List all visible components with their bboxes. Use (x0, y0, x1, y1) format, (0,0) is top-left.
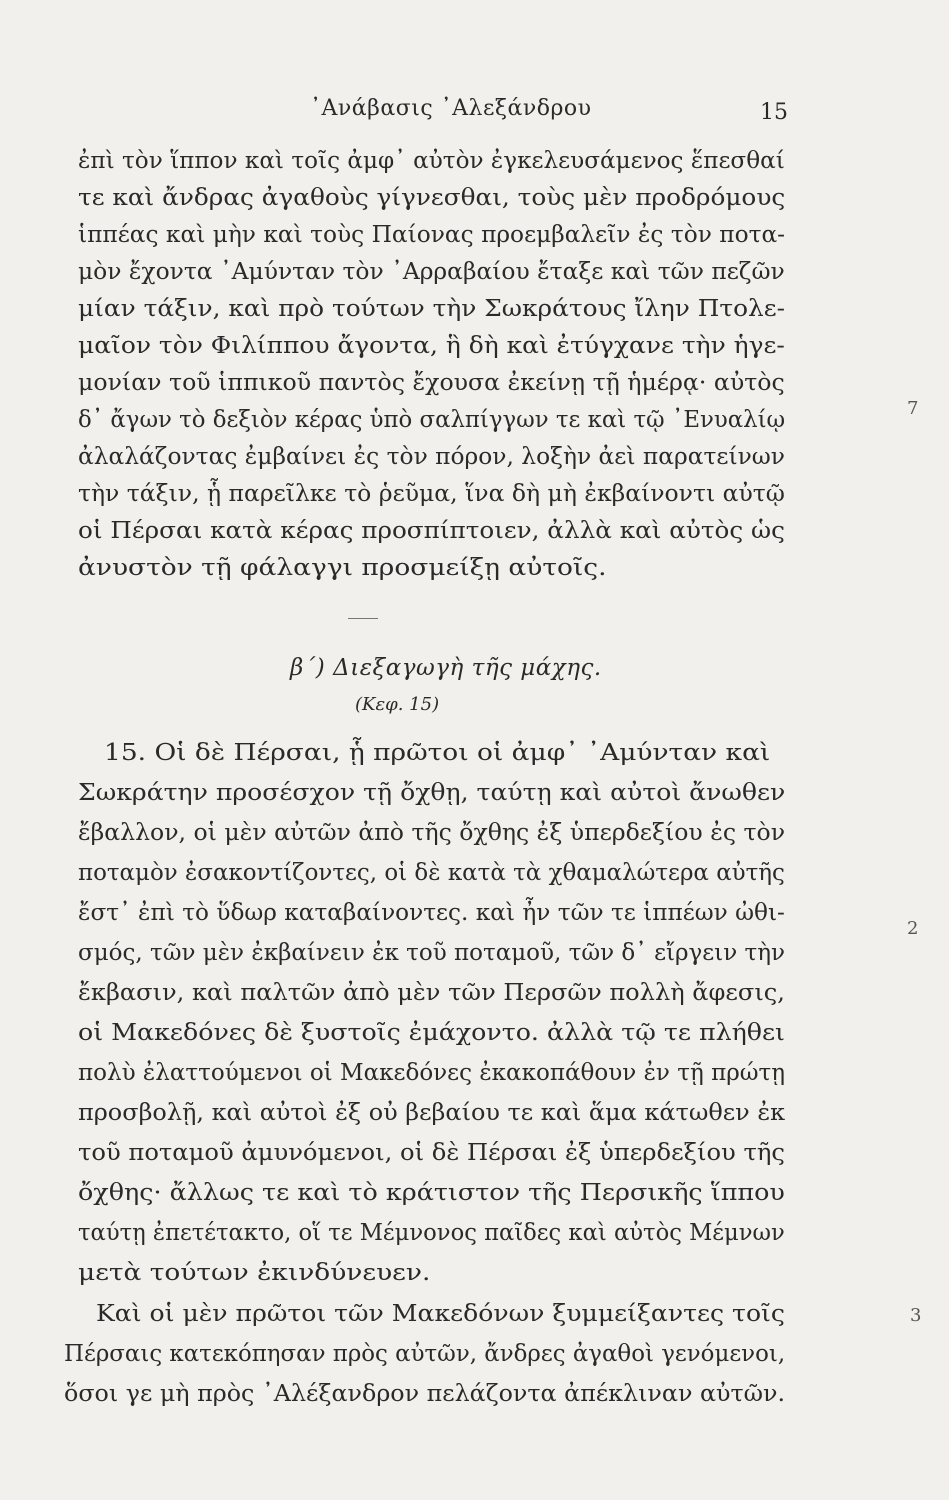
margin-number: 7 (907, 398, 919, 419)
text-line: ὅσοι γε μὴ πρὸς ᾿Αλέξανδρον πελάζοντα ἀπέκλιναν αὐτῶν. (64, 1381, 786, 1407)
text-line: ὄχθης· ἄλλως τε καὶ τὸ κράτιστον τῆς Περσικῆς ἵππου (78, 1180, 785, 1206)
margin-number: 3 (910, 1305, 922, 1326)
page-number: 15 (760, 100, 788, 125)
text-line: πολὺ ἐλαττούμενοι οἱ Μακεδόνες ἐκακοπάθουν ἐν τῇ πρώτῃ (78, 1060, 786, 1086)
running-title: ᾿Ανάβασις ᾿Αλεξάνδρου (310, 96, 592, 121)
text-line: μαῖον τὸν Φιλίππου ἄγοντα, ἣ δὴ καὶ ἐτύγχανε τὴν ἡγε- (78, 333, 785, 359)
text-line: δ᾿ ἄγων τὸ δεξιὸν κέρας ὑπὸ σαλπίγγων τε καὶ τῷ ᾿Ενυαλίῳ (78, 407, 786, 433)
text-line: ἀλαλάζοντας ἐμβαίνει ἐς τὸν πόρον, λοξὴν ἀεὶ παρατείνων (78, 444, 785, 470)
text-line: μίαν τάξιν, καὶ πρὸ τούτων τὴν Σωκράτους ἴλην Πτολε- (78, 296, 786, 322)
text-line: μὸν ἔχοντα ᾿Αμύνταν τὸν ᾿Αρραβαίου ἔταξε καὶ τῶν πεζῶν (78, 259, 785, 285)
text-line: ἔβαλλον, οἱ μὲν αὐτῶν ἀπὸ τῆς ὄχθης ἐξ ὑπερδεξίου ἐς τὸν (78, 820, 786, 846)
text-line: τὴν τάξιν, ᾗ παρεῖλκε τὸ ῥεῦμα, ἵνα δὴ μὴ ἐκβαίνοντι αὐτῷ (78, 481, 785, 507)
text-line: ταύτῃ ἐπετέτακτο, οἵ τε Μέμνονος παῖδες καὶ αὐτὸς Μέμνων (78, 1220, 785, 1246)
text-line: ἱππέας καὶ μὴν καὶ τοὺς Παίονας προεμβαλεῖν ἐς τὸν ποτα- (78, 222, 786, 248)
text-line: τε καὶ ἄνδρας ἀγαθοὺς γίγνεσθαι, τοὺς μὲν προδρόμους (78, 185, 786, 211)
text-line: ἔστ᾿ ἐπὶ τὸ ὕδωρ καταβαίνοντες. καὶ ἦν τῶν τε ἱππέων ὠθι- (78, 900, 785, 926)
text-line: Πέρσαις κατεκόπησαν πρὸς αὐτῶν, ἄνδρες ἀγαθοὶ γενόμενοι, (64, 1341, 786, 1367)
section-heading: β΄) Διεξαγωγὴ τῆς μάχης. (290, 655, 602, 681)
text-line: σμός, τῶν μὲν ἐκβαίνειν ἐκ τοῦ ποταμοῦ, τῶν δ᾿ εἴργειν τὴν (78, 940, 785, 966)
text-line: προσβολῇ, καὶ αὐτοὶ ἐξ οὐ βεβαίου τε καὶ ἅμα κάτωθεν ἐκ (78, 1100, 786, 1126)
text-line: Καὶ οἱ μὲν πρῶτοι τῶν Μακεδόνων ξυμμείξαντες τοῖς (96, 1301, 785, 1327)
text-line: οἱ Πέρσαι κατὰ κέρας προσπίπτοιεν, ἀλλὰ καὶ αὐτὸς ὡς (78, 518, 785, 544)
divider (348, 618, 378, 619)
text-line: τοῦ ποταμοῦ ἀμυνόμενοι, οἱ δὲ Πέρσαι ἐξ ὑπερδεξίου τῆς (78, 1140, 785, 1166)
margin-number: 2 (907, 918, 919, 939)
text-line: ἔκβασιν, καὶ παλτῶν ἀπὸ μὲν τῶν Περσῶν πολλὴ ἄφεσις, (78, 980, 785, 1006)
text-line: ποταμὸν ἐσακοντίζοντες, οἱ δὲ κατὰ τὰ χθαμαλώτερα αὐτῆς (78, 860, 785, 886)
text-line: ἀνυστὸν τῇ φάλαγγι προσμείξῃ αὐτοῖς. (78, 555, 607, 581)
text-line: 15. Οἱ δὲ Πέρσαι, ᾗ πρῶτοι οἱ ἀμφ᾿ ᾿Αμύνταν καὶ (104, 740, 771, 766)
text-line: οἱ Μακεδόνες δὲ ξυστοῖς ἐμάχοντο. ἀλλὰ τῷ τε πλήθει (78, 1020, 785, 1046)
text-line: μετὰ τούτων ἐκινδύνευεν. (78, 1260, 431, 1286)
text-line: μονίαν τοῦ ἱππικοῦ παντὸς ἔχουσα ἐκείνῃ τῇ ἡμέρᾳ· αὐτὸς (78, 370, 785, 396)
text-line: ἐπὶ τὸν ἵππον καὶ τοῖς ἀμφ᾿ αὐτὸν ἐγκελευσάμενος ἕπεσθαί (78, 148, 785, 174)
text-line: Σωκράτην προσέσχον τῇ ὄχθῃ, ταύτῃ καὶ αὐτοὶ ἄνωθεν (78, 780, 786, 806)
section-subheading: (Κεφ. 15) (355, 694, 440, 715)
